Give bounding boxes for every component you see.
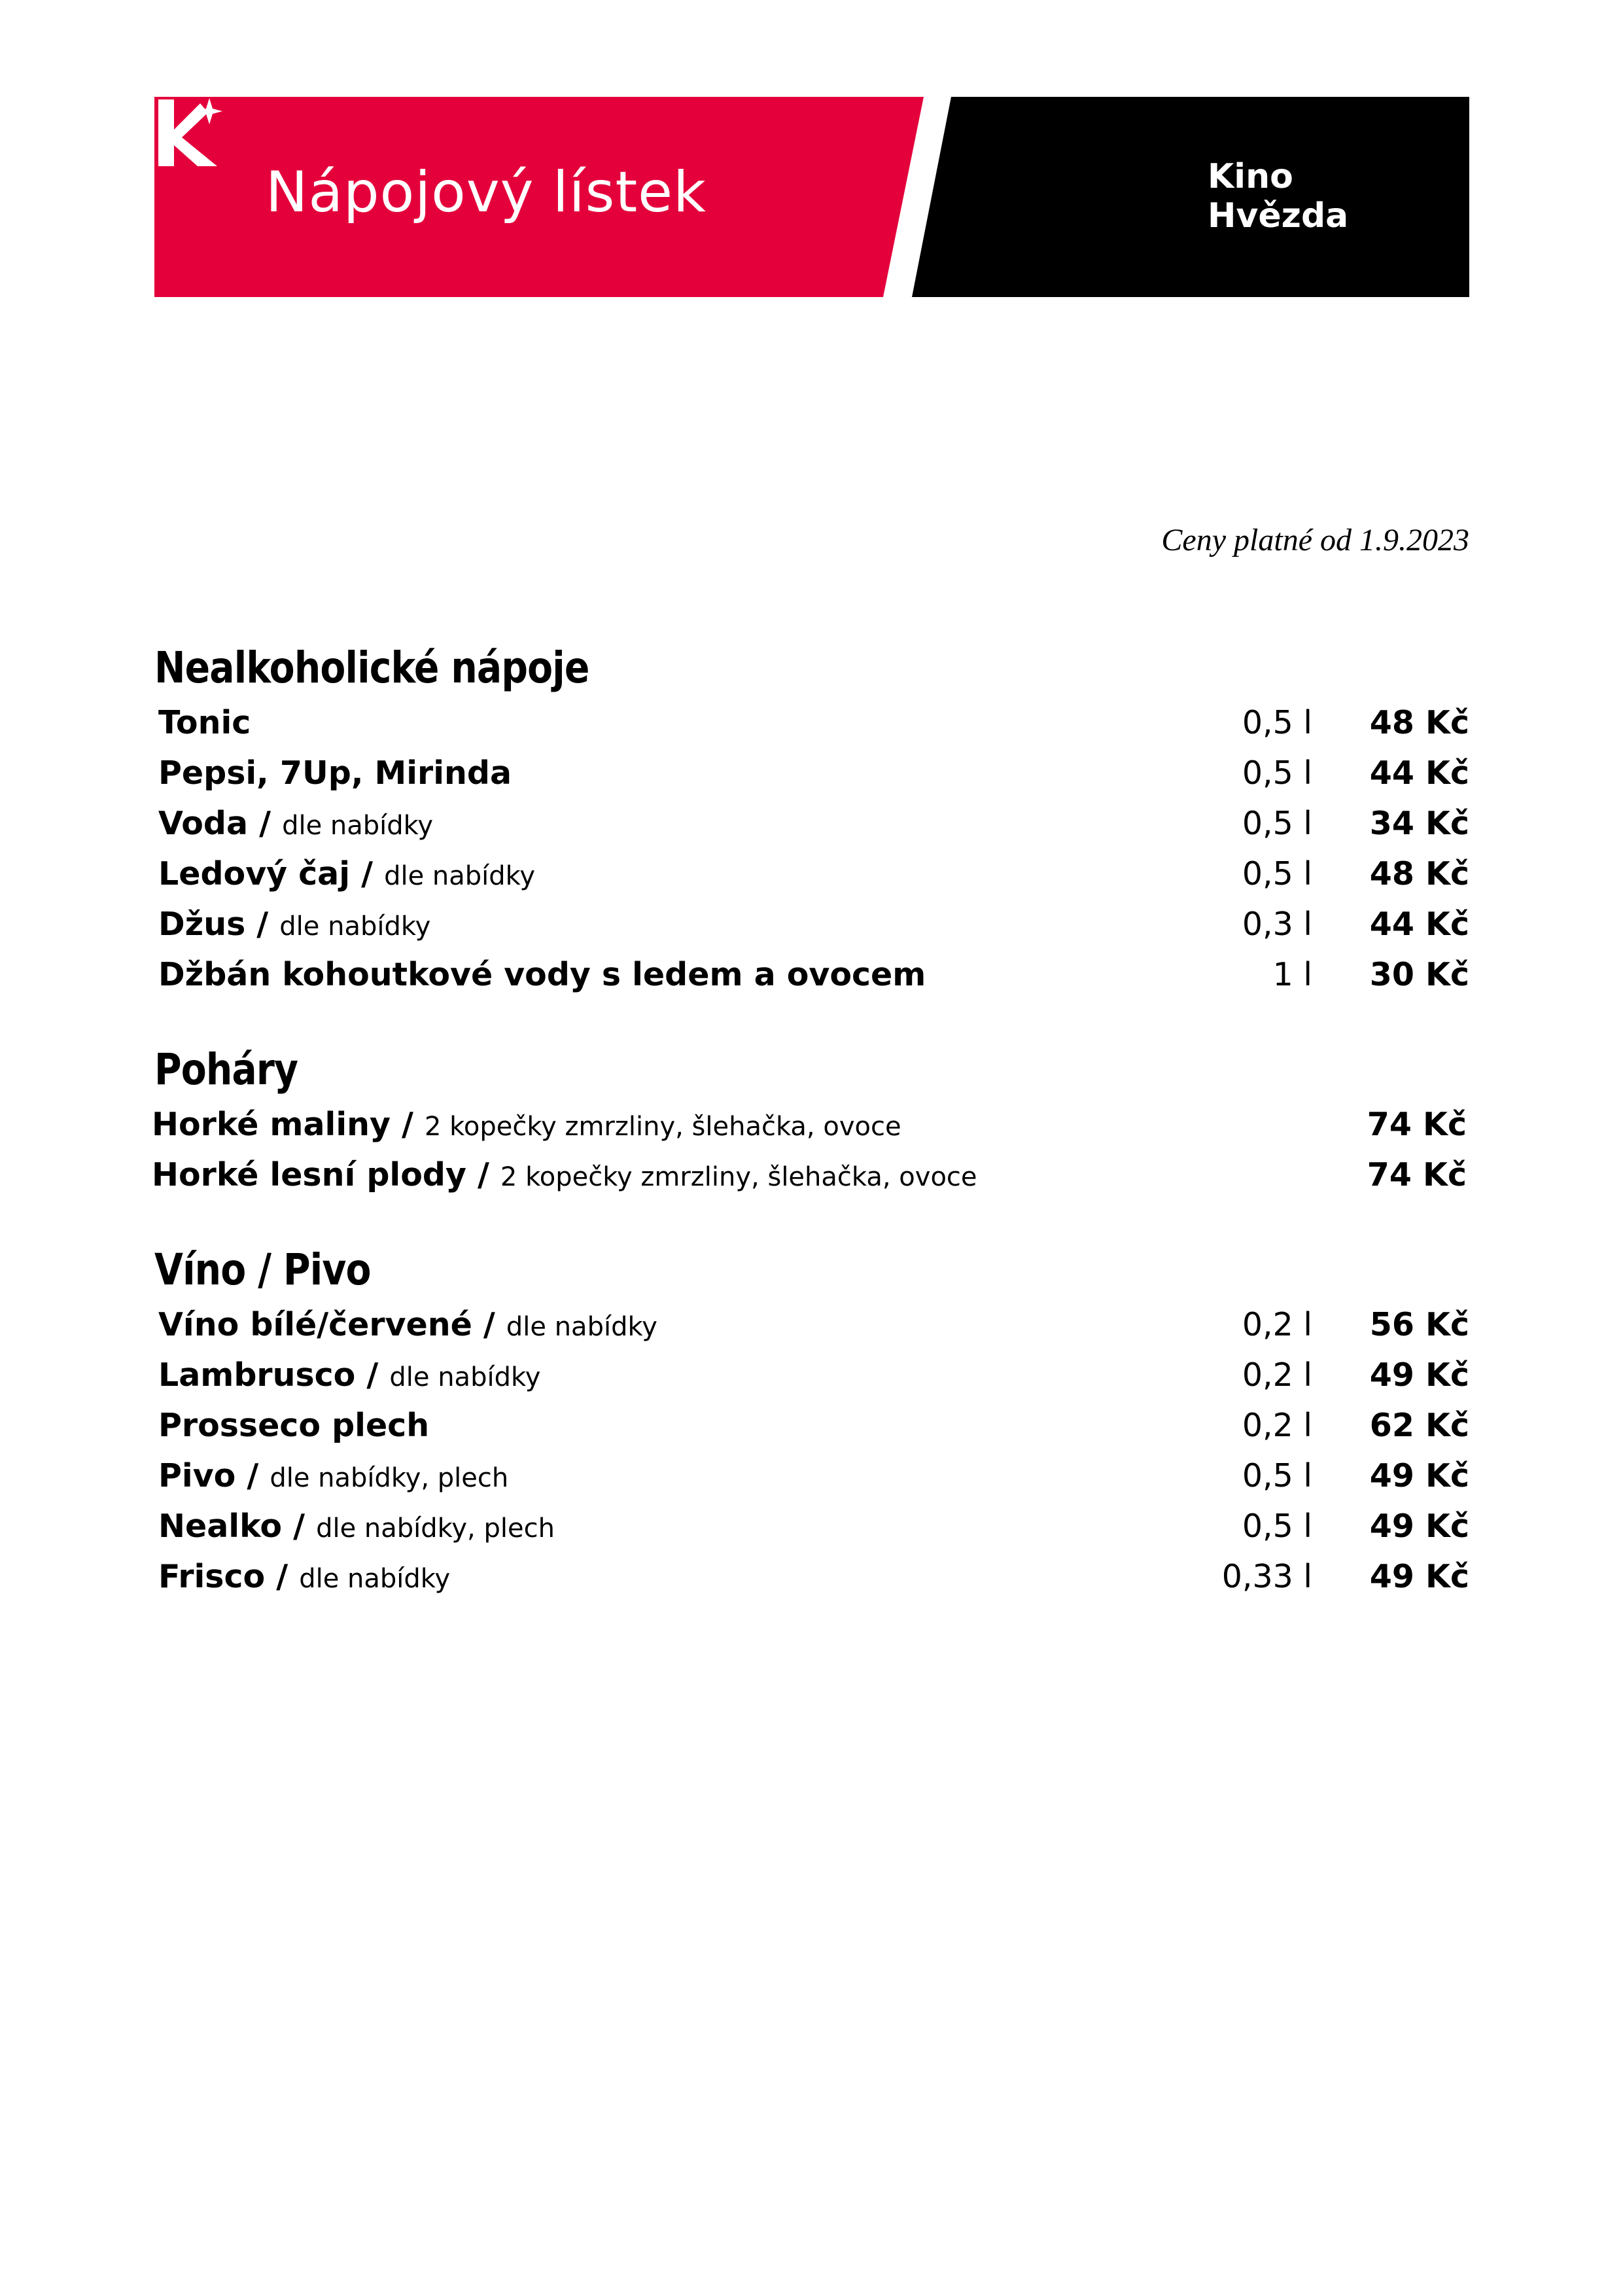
item-price: 48 Kč: [1369, 855, 1469, 892]
page-title: Nápojový lístek: [266, 160, 707, 225]
item-separator: /: [355, 1356, 390, 1394]
item-volume: 0,3 l: [1242, 906, 1312, 943]
item-separator: /: [466, 1156, 500, 1193]
item-name-wrap: [158, 1356, 540, 1394]
item-description: dle nabídky: [506, 1312, 657, 1342]
section-title-nealko: Nealkoholické nápoje: [154, 643, 589, 693]
item-description: dle nabídky: [299, 1564, 451, 1594]
item-name-wrap: [158, 906, 430, 943]
item-separator: /: [350, 855, 385, 892]
brand-line-1: Kino: [1208, 157, 1293, 196]
menu-item: [152, 1106, 1467, 1156]
item-volume: 0,2 l: [1242, 1407, 1312, 1444]
item-name: Horké maliny: [152, 1106, 391, 1143]
item-name-wrap: [158, 704, 251, 741]
item-name: Prosseco plech: [158, 1407, 430, 1444]
item-name: Lambrusco: [158, 1356, 356, 1394]
item-description: dle nabídky: [279, 911, 431, 942]
item-separator: /: [248, 805, 283, 842]
brand-line-2: Hvězda: [1208, 196, 1349, 236]
menu-item: [158, 906, 1469, 955]
item-separator: /: [390, 1106, 425, 1143]
item-volume: 0,5 l: [1242, 805, 1312, 842]
menu-item: [158, 1457, 1469, 1507]
item-name-wrap: [158, 1407, 429, 1444]
item-separator: /: [265, 1558, 300, 1595]
menu-item: [158, 754, 1469, 804]
item-separator: /: [282, 1508, 317, 1545]
item-name: Voda: [158, 805, 249, 842]
item-name-wrap: [158, 855, 535, 892]
item-volume: 0,5 l: [1242, 754, 1312, 792]
menu-item: [152, 1156, 1467, 1206]
header-banner: [154, 97, 1469, 297]
item-description: dle nabídky: [389, 1362, 541, 1392]
item-description: dle nabídky: [282, 811, 434, 841]
section-title-pohary: Poháry: [154, 1044, 298, 1095]
item-separator: /: [236, 1457, 270, 1494]
item-volume: 0,5 l: [1242, 704, 1312, 741]
item-name: Pivo: [158, 1457, 236, 1494]
item-description: dle nabídky: [384, 861, 536, 891]
item-price: 49 Kč: [1369, 1508, 1469, 1545]
item-price: 56 Kč: [1369, 1306, 1469, 1343]
item-price: 74 Kč: [1367, 1156, 1467, 1193]
menu-item: [158, 1306, 1469, 1356]
item-separator: /: [472, 1306, 506, 1343]
item-name-wrap: [158, 956, 926, 993]
item-description: 2 kopečky zmrzliny, šlehačka, ovoce: [500, 1162, 977, 1192]
item-price: 48 Kč: [1369, 704, 1469, 741]
menu-item: [158, 1407, 1469, 1457]
item-name: Frisco: [158, 1558, 266, 1595]
item-name: Tonic: [158, 704, 251, 741]
menu-item: [158, 1558, 1469, 1608]
menu-item: [158, 704, 1469, 754]
item-volume: 0,2 l: [1242, 1306, 1312, 1343]
item-name-wrap: [152, 1106, 901, 1143]
validity-note: Ceny platné od 1.9.2023: [1161, 523, 1469, 557]
item-price: 49 Kč: [1369, 1356, 1469, 1394]
item-name: Ledový čaj: [158, 855, 351, 892]
item-description: dle nabídky, plech: [270, 1463, 509, 1493]
item-name: Pepsi, 7Up, Mirinda: [158, 754, 512, 792]
item-name-wrap: [158, 754, 512, 792]
item-name-wrap: [158, 1457, 508, 1494]
item-price: 74 Kč: [1367, 1106, 1467, 1143]
item-name-wrap: [152, 1156, 977, 1193]
menu-item: [158, 956, 1469, 1006]
item-name: Džus: [158, 906, 246, 943]
section-title-vino-pivo: Víno / Pivo: [154, 1245, 371, 1295]
menu-item: [158, 1508, 1469, 1557]
item-volume: 1 l: [1272, 956, 1312, 993]
kino-logo-icon: [154, 97, 226, 169]
banner-black-panel: [912, 97, 1469, 297]
item-volume: 0,2 l: [1242, 1356, 1312, 1394]
menu-item: [158, 1356, 1469, 1406]
item-volume: 0,5 l: [1242, 1508, 1312, 1545]
brand-name: [1208, 157, 1348, 236]
item-name-wrap: [158, 805, 433, 842]
item-price: 44 Kč: [1369, 754, 1469, 792]
item-price: 49 Kč: [1369, 1558, 1469, 1595]
item-name-wrap: [158, 1508, 555, 1545]
item-name: Džbán kohoutkové vody s ledem a ovocem: [158, 956, 926, 993]
item-volume: 0,33 l: [1221, 1558, 1312, 1595]
item-name: Horké lesní plody: [152, 1156, 466, 1193]
item-description: dle nabídky, plech: [316, 1513, 555, 1544]
item-price: 34 Kč: [1369, 805, 1469, 842]
item-volume: 0,5 l: [1242, 1457, 1312, 1494]
item-separator: /: [245, 906, 280, 943]
item-name: Víno bílé/červené: [158, 1306, 472, 1343]
menu-item: [158, 805, 1469, 855]
item-name: Nealko: [158, 1508, 283, 1545]
menu-item: [158, 855, 1469, 905]
item-price: 44 Kč: [1369, 906, 1469, 943]
item-description: 2 kopečky zmrzliny, šlehačka, ovoce: [424, 1112, 901, 1142]
item-price: 49 Kč: [1369, 1457, 1469, 1494]
item-name-wrap: [158, 1306, 657, 1343]
item-name-wrap: [158, 1558, 450, 1595]
item-price: 62 Kč: [1369, 1407, 1469, 1444]
item-volume: 0,5 l: [1242, 855, 1312, 892]
item-price: 30 Kč: [1369, 956, 1469, 993]
